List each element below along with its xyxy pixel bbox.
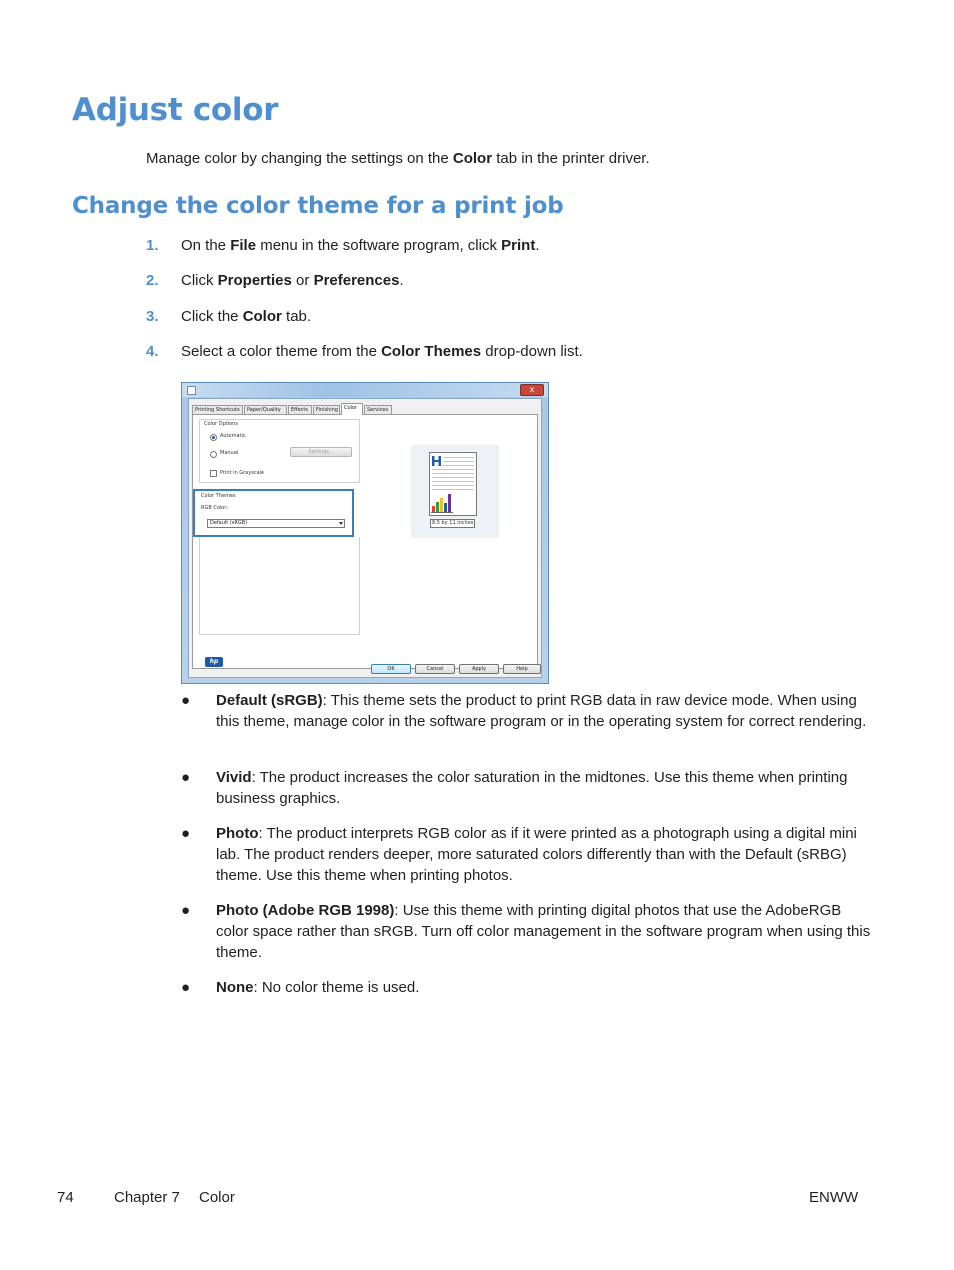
bullet-icon: ● xyxy=(181,979,191,996)
group-label: Color Themes xyxy=(201,493,236,499)
hp-letter-icon xyxy=(431,455,443,467)
bullet-icon: ● xyxy=(181,902,191,919)
radio-label: Automatic xyxy=(220,433,246,439)
tab-finishing[interactable]: Finishing xyxy=(313,405,340,414)
help-button[interactable]: Help xyxy=(503,664,541,674)
tab-printing-shortcuts[interactable]: Printing Shortcuts xyxy=(192,405,243,414)
printer-properties-dialog xyxy=(181,382,549,684)
manual-radio[interactable] xyxy=(210,451,217,458)
step-text: Click the Color tab. xyxy=(181,308,312,325)
color-options-group xyxy=(199,419,360,483)
step-number: 2. xyxy=(146,272,159,289)
color-themes-group xyxy=(193,489,354,537)
rgb-color-label: RGB Color: xyxy=(201,505,229,511)
step-text: Click Properties or Preferences. xyxy=(181,272,404,289)
tab-color[interactable]: Color xyxy=(341,403,363,415)
settings-button[interactable]: Settings... xyxy=(290,447,352,457)
checkbox-label: Print in Grayscale xyxy=(220,470,265,476)
tab-effects[interactable]: Effects xyxy=(288,405,312,414)
bullet-icon: ● xyxy=(181,692,191,709)
grayscale-checkbox[interactable] xyxy=(210,470,217,477)
bullet-text: Vivid: The product increases the color saturation in the midtones. Use this theme when printing business graphics. xyxy=(216,769,848,807)
bullet-text: Photo: The product interprets RGB color as if it were printed as a photograph using a digital mini lab. The product renders deeper, more saturated colors differently than with the Default (sRBG) theme. Use this theme when printing photos. xyxy=(216,825,857,884)
step-number: 1. xyxy=(146,237,159,254)
bullet-text: None: No color theme is used. xyxy=(216,979,420,996)
paper-preview xyxy=(429,452,477,516)
step-number: 3. xyxy=(146,308,159,325)
footer-code: ENWW xyxy=(809,1189,859,1206)
bullet-icon: ● xyxy=(181,769,191,786)
close-button[interactable]: x xyxy=(520,384,544,396)
chapter-label: Chapter 7 xyxy=(114,1189,180,1206)
empty-panel-area xyxy=(199,537,360,635)
radio-label: Manual xyxy=(220,450,239,456)
tab-paper-quality[interactable]: Paper/Quality xyxy=(244,405,287,414)
bullet-text: Default (sRGB): This theme sets the product to print RGB data in raw device mode. When using this theme, manage color in the software program or in the operating system for correct rendering. xyxy=(216,692,867,730)
dialog-titlebar xyxy=(182,383,548,397)
color-tab-panel xyxy=(192,414,538,669)
apply-button[interactable]: Apply xyxy=(459,664,499,674)
tab-services[interactable]: Services xyxy=(364,405,392,414)
paper-size-label: 8.5 by 11 inches xyxy=(432,520,474,526)
step-text: On the File menu in the software program, click Print. xyxy=(181,237,540,254)
step-number: 4. xyxy=(146,343,159,360)
ok-button[interactable]: OK xyxy=(371,664,411,674)
page-title: Adjust color xyxy=(72,92,279,128)
intro-paragraph: Manage color by changing the settings on the Color tab in the printer driver. xyxy=(146,150,650,167)
automatic-radio[interactable] xyxy=(210,434,217,441)
chapter-title: Color xyxy=(199,1189,235,1206)
bar-chart-icon xyxy=(431,492,453,514)
print-preview xyxy=(411,445,499,538)
page-number: 74 xyxy=(57,1189,74,1206)
dialog-client xyxy=(188,398,542,678)
cancel-button[interactable]: Cancel xyxy=(415,664,455,674)
hp-logo-icon: hp xyxy=(205,657,223,667)
section-heading: Change the color theme for a print job xyxy=(72,193,564,219)
bullet-icon: ● xyxy=(181,825,191,842)
color-theme-select[interactable]: Default (sRGB) xyxy=(207,519,345,528)
chevron-down-icon xyxy=(339,522,343,525)
step-text: Select a color theme from the Color Themes drop-down list. xyxy=(181,343,583,360)
printer-icon xyxy=(187,386,196,395)
group-label: Color Options xyxy=(204,421,238,427)
bullet-text: Photo (Adobe RGB 1998): Use this theme with printing digital photos that use the AdobeRGB color space rather than sRGB. Turn off color management in the software program when using this theme. xyxy=(216,902,871,961)
